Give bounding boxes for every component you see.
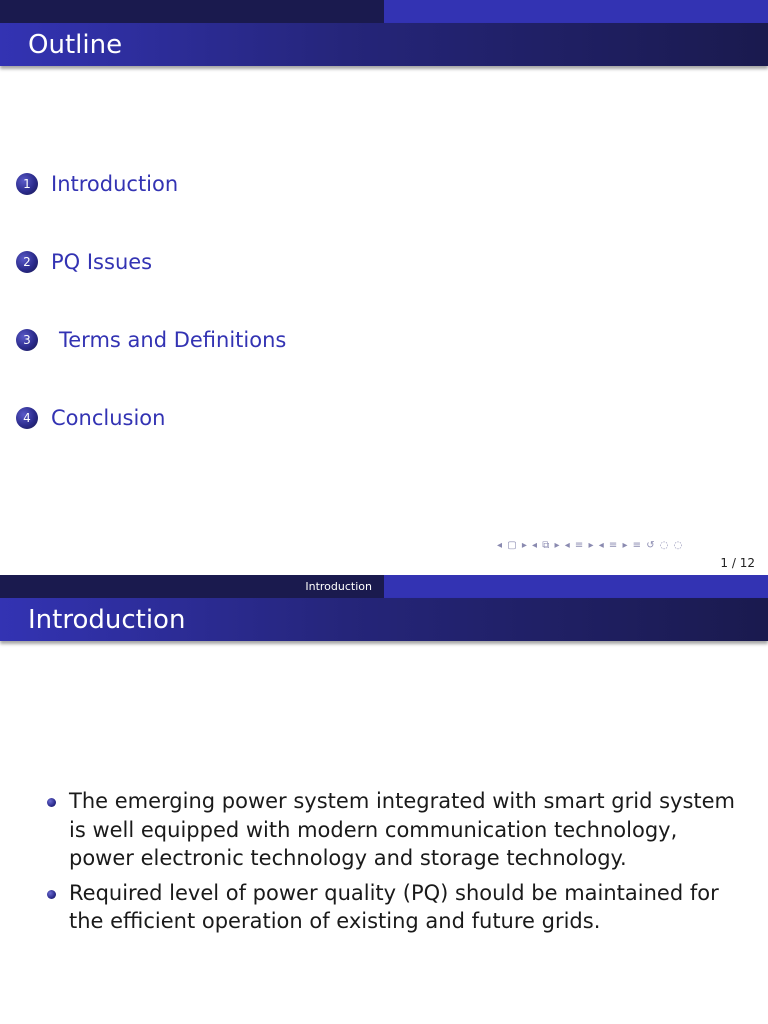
header-section-left[interactable]: Introduction: [0, 575, 384, 598]
toc-item-3[interactable]: [16, 328, 286, 352]
bullet-item: [45, 787, 745, 873]
bullet-dot-icon: [47, 798, 56, 807]
bullet-list: [45, 787, 745, 942]
frame-title: Outline: [0, 23, 768, 66]
header-section-right: [384, 0, 768, 23]
frame-title: Introduction: [0, 598, 768, 641]
bullet-text: Required level of power quality (PQ) should be maintained for the efficient operation of existing and future grids.: [69, 880, 719, 933]
toc-label: Introduction: [51, 172, 179, 196]
toc-number-badge: 4: [16, 407, 38, 429]
header-bar: [0, 575, 768, 598]
toc-label: PQ Issues: [51, 250, 153, 274]
toc-item-1[interactable]: [16, 172, 178, 196]
header-section-right: [384, 575, 768, 598]
toc-label: Terms and Definitions: [59, 328, 287, 352]
toc-label: Conclusion: [51, 406, 166, 430]
toc-number-badge: 2: [16, 251, 38, 273]
toc-number-badge: 3: [16, 329, 38, 351]
page-number: 1 / 12: [720, 556, 755, 570]
header-bar: [0, 0, 768, 23]
bullet-dot-icon: [47, 890, 56, 899]
toc-item-4[interactable]: [16, 406, 165, 430]
header-section-left: [0, 0, 384, 23]
bullet-item: [45, 879, 745, 936]
beamer-navigation-symbols[interactable]: ◂ ▢ ▸ ◂ ⧉ ▸ ◂ ≡ ▸ ◂ ≡ ▸ ≡ ↺ ◌ ◌: [497, 540, 684, 551]
toc-item-2[interactable]: [16, 250, 152, 274]
bullet-text: The emerging power system integrated with smart grid system is well equipped with modern communication technology, power electronic technology and storage technology.: [69, 789, 736, 870]
toc-number-badge: 1: [16, 173, 38, 195]
slide-introduction: [0, 575, 768, 1024]
